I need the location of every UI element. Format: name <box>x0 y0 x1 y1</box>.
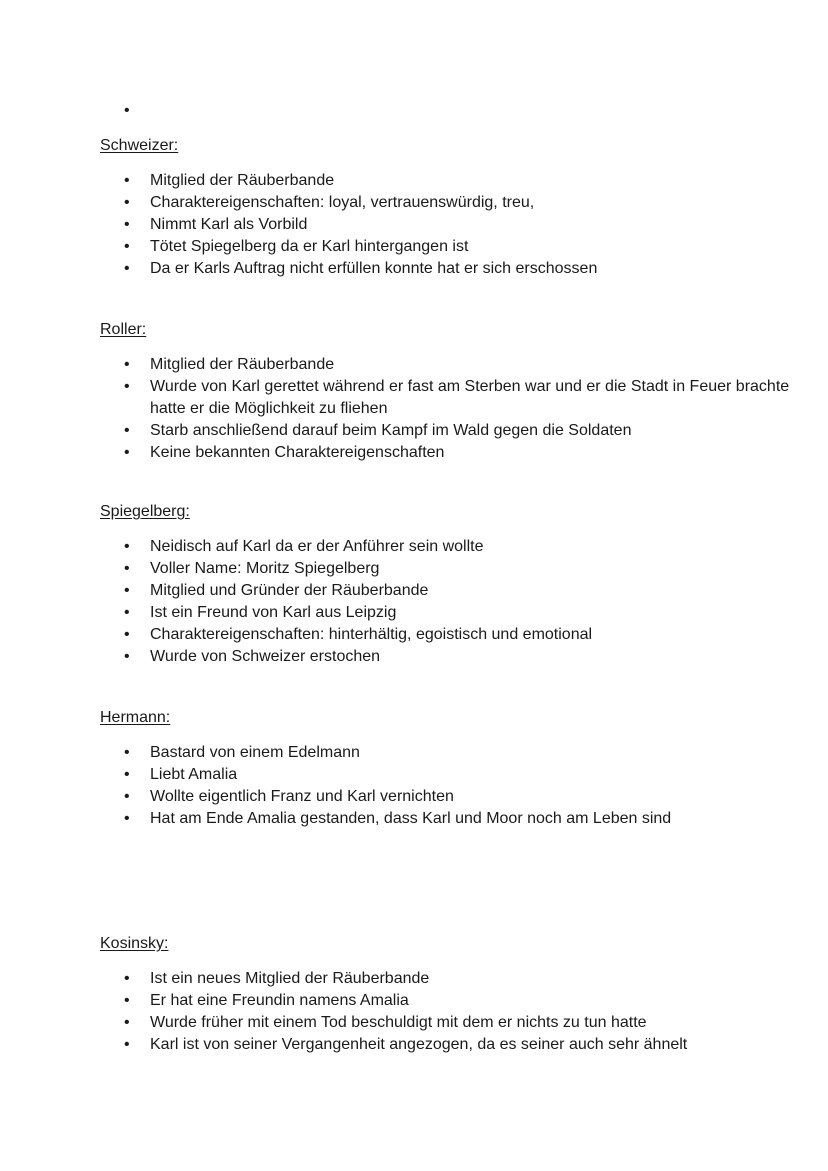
list-item: • Keine bekannten Charaktereigenschaften <box>100 442 800 464</box>
bullet-list <box>100 968 800 1056</box>
list-item: • Charaktereigenschaften: hinterhältig, egoistisch und emotional <box>100 624 800 646</box>
list-item: • Nimmt Karl als Vorbild <box>100 214 800 236</box>
section-heading: Spiegelberg: <box>100 503 190 520</box>
list-item: • Neidisch auf Karl da er der Anführer sein wollte <box>100 536 800 558</box>
list-item: • Wollte eigentlich Franz und Karl vernichten <box>100 786 800 808</box>
bullet-list <box>100 536 800 668</box>
list-item: • Ist ein neues Mitglied der Räuberbande <box>100 968 800 990</box>
section-heading: Roller: <box>100 321 147 338</box>
list-item: • Mitglied und Gründer der Räuberbande <box>100 580 800 602</box>
list-item: • Bastard von einem Edelmann <box>100 742 800 764</box>
list-item: • Er hat eine Freundin namens Amalia <box>100 990 800 1012</box>
section-heading: Hermann: <box>100 709 171 726</box>
section-hermann <box>100 708 800 830</box>
list-item: • Wurde von Schweizer erstochen <box>100 646 800 668</box>
section-schweizer <box>100 136 800 280</box>
list-item: • Mitglied der Räuberbande <box>100 170 800 192</box>
list-item: • Starb anschließend darauf beim Kampf im Wald gegen die Soldaten <box>100 420 800 442</box>
list-item: • Ist ein Freund von Karl aus Leipzig <box>100 602 800 624</box>
section-heading: Kosinsky: <box>100 935 169 952</box>
list-item: • Mitglied der Räuberbande <box>100 354 800 376</box>
list-item: • Hat am Ende Amalia gestanden, dass Karl und Moor noch am Leben sind <box>100 808 800 830</box>
section-heading: Schweizer: <box>100 137 179 154</box>
section-spiegelberg <box>100 502 800 668</box>
bullet-list <box>100 742 800 830</box>
section-roller <box>100 320 800 464</box>
empty-bullet: • <box>124 102 130 119</box>
list-item: • Voller Name: Moritz Spiegelberg <box>100 558 800 580</box>
bullet-list <box>100 170 800 280</box>
list-item: • Liebt Amalia <box>100 764 800 786</box>
list-item: • Wurde früher mit einem Tod beschuldigt mit dem er nichts zu tun hatte <box>100 1012 800 1034</box>
list-item: • Da er Karls Auftrag nicht erfüllen konnte hat er sich erschossen <box>100 258 800 280</box>
list-item: • Karl ist von seiner Vergangenheit angezogen, da es seiner auch sehr ähnelt <box>100 1034 800 1056</box>
section-kosinsky <box>100 934 800 1056</box>
bullet-list <box>100 354 800 464</box>
list-item: • Tötet Spiegelberg da er Karl hintergangen ist <box>100 236 800 258</box>
list-item: • Wurde von Karl gerettet während er fast am Sterben war und er die Stadt in Feuer brachte hatte er die Möglichkeit zu fliehen <box>100 376 800 420</box>
list-item: • Charaktereigenschaften: loyal, vertrauenswürdig, treu, <box>100 192 800 214</box>
